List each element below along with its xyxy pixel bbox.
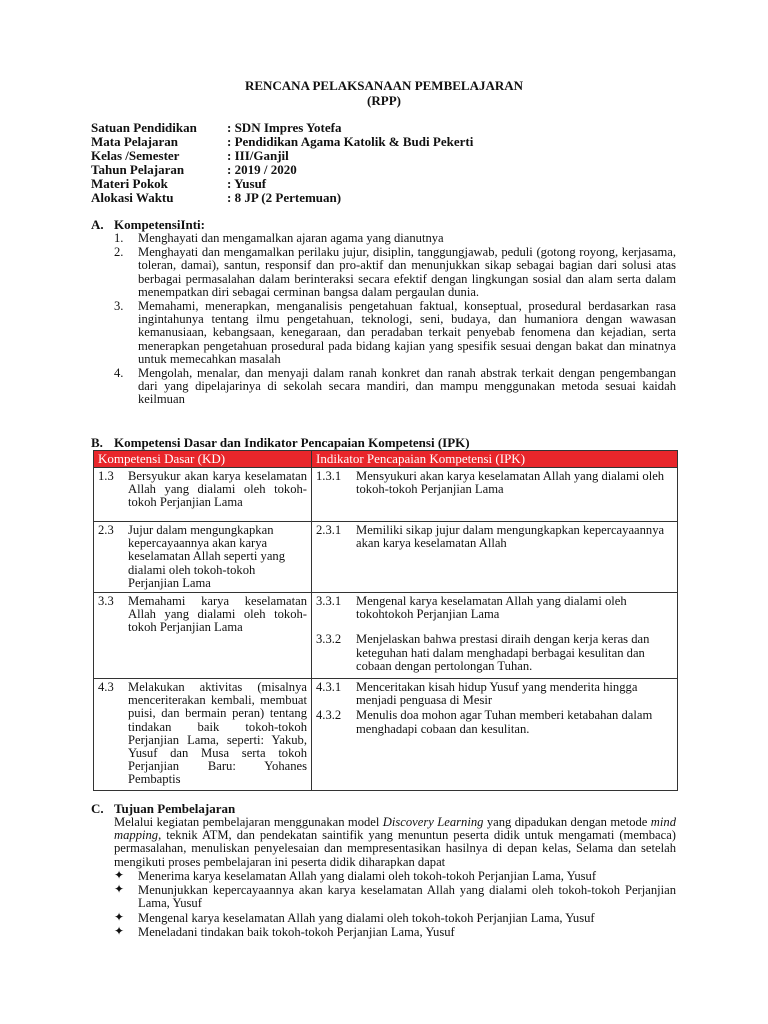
table-row xyxy=(94,468,678,522)
meta-value: : Yusuf xyxy=(227,176,267,191)
meta-value: : Pendidikan Agama Katolik & Budi Pekerti xyxy=(227,134,474,149)
meta-value: : 2019 / 2020 xyxy=(227,162,297,177)
meta-value: : III/Ganjil xyxy=(227,148,289,163)
ipk-number: 3.3.2 xyxy=(316,632,342,647)
item-text: Memahami, menerapkan, menganalisis pengetahuan faktual, konseptual, prosedural berdasarkan rasa ingintahunya tentang ilmu pengetahuan, teknologi, seni, budaya, dan humaniora dengan wawasan kemanusiaan, kebangsaan, kenegaraan, dan peradaban terkait penyebab fenomena dan kejadian, serta menerapkan pengetahuan prosedural pada bidang kajian yang spesifik sesuai dengan bakat dan minatnya untuk memecahkan masalah xyxy=(138,299,676,366)
kd-cell xyxy=(98,470,307,510)
table-header-row xyxy=(94,451,678,468)
paragraph-text: , teknik ATM, dan pendekatan saintifik yang menuntun peserta didik untuk mengamati (membaca) permasalahan, menuliskan penyelesaian dan mempresentasikan hasilnya di depan kelas, Selama dan setelah mengikuti proses pembelajaran ini peserta didik diharapkan dapat xyxy=(114,828,676,869)
paragraph-text: Melalui kegiatan pembelajaran menggunakan model xyxy=(114,815,383,829)
table-row xyxy=(94,522,678,593)
ipk-text: Mensyukuri akan karya keselamatan Allah yang dialami oleh tokoh-tokoh Perjanjian Lama xyxy=(356,469,665,497)
document-title: RENCANA PELAKSANAAN PEMBELAJARAN xyxy=(244,78,524,93)
ipk-number: 4.3.1 xyxy=(316,680,342,695)
ipk-text: Menceritakan kisah hidup Yusuf yang menderita hingga menjadi penguasa di Mesir xyxy=(356,680,638,708)
item-text: Menerima karya keselamatan Allah yang dialami oleh tokoh-tokoh Perjanjian Lama, Yusuf xyxy=(138,869,597,883)
item-text: Mengolah, menalar, dan menyaji dalam ranah konkret dan ranah abstrak terkait dengan pengembangan dari yang dipelajarinya di sekolah secara mandiri, dan mampu menggunakan metoda sesuai kaidah keilmuan xyxy=(138,366,676,407)
ipk-text: Mengenal karya keselamatan Allah yang dialami oleh tokohtokoh Perjanjian Lama xyxy=(356,594,627,622)
kompetensi-inti-list xyxy=(114,232,676,407)
ipk-number: 3.3.1 xyxy=(316,594,342,609)
ipk-item xyxy=(316,595,673,621)
paragraph-text: yang dipadukan dengan metode xyxy=(483,815,651,829)
ipk-text: Memiliki sikap jujur dalam mengungkapkan kepercayaannya akan karya keselamatan Allah xyxy=(356,523,665,551)
item-text: Menghayati dan mengamalkan ajaran agama yang dianutnya xyxy=(138,231,444,245)
table-row xyxy=(94,679,678,791)
list-item xyxy=(114,246,676,299)
list-item xyxy=(114,909,676,925)
kd-cell xyxy=(98,595,307,635)
kd-cell xyxy=(98,681,307,787)
document-subtitle: (RPP) xyxy=(367,93,401,108)
kd-text: Melakukan aktivitas (misalnya menceriterakan kembali, membuat puisi, dan bermain peran) tentang tindakan baik tokoh-tokoh Perjanjian Lama, seperti: Yakub, Yusuf dan Musa serta tokoh Perjanjian Baru: Yohanes Pembaptis xyxy=(128,680,307,787)
ipk-number: 4.3.2 xyxy=(316,708,342,723)
ipk-item xyxy=(316,709,673,735)
meta-label: Materi Pokok xyxy=(91,176,168,191)
list-item xyxy=(114,884,676,910)
bullet-icon: ✦ xyxy=(114,882,125,897)
kd-cell xyxy=(98,524,307,590)
kd-ipk-table xyxy=(93,450,678,791)
item-text: Mengenal karya keselamatan Allah yang dialami oleh tokoh-tokoh Perjanjian Lama, Yusuf xyxy=(138,910,595,925)
ipk-item xyxy=(316,633,673,673)
list-item xyxy=(114,300,676,366)
bullet-icon: ✦ xyxy=(114,909,125,924)
paragraph-emphasis: mind mapping xyxy=(114,815,676,843)
item-number: 4. xyxy=(114,366,124,381)
section-title: Tujuan Pembelajaran xyxy=(114,801,236,816)
tujuan-list xyxy=(114,870,676,939)
item-number: 2. xyxy=(114,245,124,260)
kd-number: 1.3 xyxy=(98,469,114,483)
ipk-text: Menjelaskan bahwa prestasi diraih dengan kerja keras dan keteguhan hati dalam menghadapi berbagai kesulitan dan cobaan dengan pertolongan Tuhan. xyxy=(356,632,650,673)
section-title: KompetensiInti: xyxy=(114,217,205,232)
meta-label: Mata Pelajaran xyxy=(91,134,179,149)
ipk-item xyxy=(316,681,673,707)
meta-label: Kelas /Semester xyxy=(91,148,180,163)
item-text: Menghayati dan mengamalkan perilaku jujur, disiplin, tanggungjawab, peduli (gotong royong, kerjasama, toleran, damai), santun, responsif dan pro-aktif dan menunjukkan sikap sebagai bagian dari solusi atas berbagai permasalahan dalam berinteraksi secara efektif dengan lingkungan sosial dan alam serta dalam menempatkan diri sebagai cerminan bangsa dalam pergaulan dunia. xyxy=(138,245,676,299)
item-text: Meneladani tindakan baik tokoh-tokoh Perjanjian Lama, Yusuf xyxy=(138,924,455,939)
meta-value: : SDN Impres Yotefa xyxy=(227,120,342,135)
section-title: Kompetensi Dasar dan Indikator Pencapaian Kompetensi (IPK) xyxy=(114,435,470,450)
ipk-item xyxy=(316,524,673,550)
item-number: 1. xyxy=(114,231,124,245)
table-row xyxy=(94,593,678,679)
meta-label: Satuan Pendidikan xyxy=(91,120,197,135)
column-header-ipk: Indikator Pencapaian Kompetensi (IPK) xyxy=(312,451,678,468)
tujuan-paragraph xyxy=(114,816,676,869)
list-item xyxy=(114,923,676,939)
kd-number: 4.3 xyxy=(98,680,114,695)
ipk-item xyxy=(316,470,673,496)
ipk-number: 1.3.1 xyxy=(316,469,342,483)
list-item xyxy=(114,870,676,883)
column-header-kd: Kompetensi Dasar (KD) xyxy=(94,451,312,468)
meta-label: Alokasi Waktu xyxy=(91,190,174,205)
kd-number: 3.3 xyxy=(98,594,114,609)
kd-text: Jujur dalam mengungkapkan kepercayaannya akan karya keselamatan Allah seperti yang dialami oleh tokoh-tokoh Perjanjian Lama xyxy=(128,523,286,590)
bullet-icon: ✦ xyxy=(114,868,125,882)
section-letter: C. xyxy=(91,801,104,816)
bullet-icon: ✦ xyxy=(114,923,125,938)
item-number: 3. xyxy=(114,299,124,314)
section-letter: B. xyxy=(91,435,103,450)
meta-label: Tahun Pelajaran xyxy=(91,162,185,177)
kd-text: Memahami karya keselamatan Allah yang dialami oleh tokoh-tokoh Perjanjian Lama xyxy=(128,594,307,635)
list-item xyxy=(114,232,676,245)
kd-text: Bersyukur akan karya keselamatan Allah yang dialami oleh tokoh-tokoh Perjanjian Lama xyxy=(128,469,307,510)
kd-number: 2.3 xyxy=(98,523,114,537)
section-letter: A. xyxy=(91,217,104,232)
list-item xyxy=(114,367,676,407)
meta-value: : 8 JP (2 Pertemuan) xyxy=(227,190,342,205)
ipk-number: 2.3.1 xyxy=(316,523,342,537)
ipk-text: Menulis doa mohon agar Tuhan memberi ketabahan dalam menghadapi cobaan dan kesulitan. xyxy=(356,708,653,736)
paragraph-emphasis: Discovery Learning xyxy=(382,815,484,829)
item-text: Menunjukkan kepercayaannya akan karya keselamatan Allah yang dialami oleh tokoh-tokoh Perjanjian Lama, Yusuf xyxy=(138,883,676,911)
